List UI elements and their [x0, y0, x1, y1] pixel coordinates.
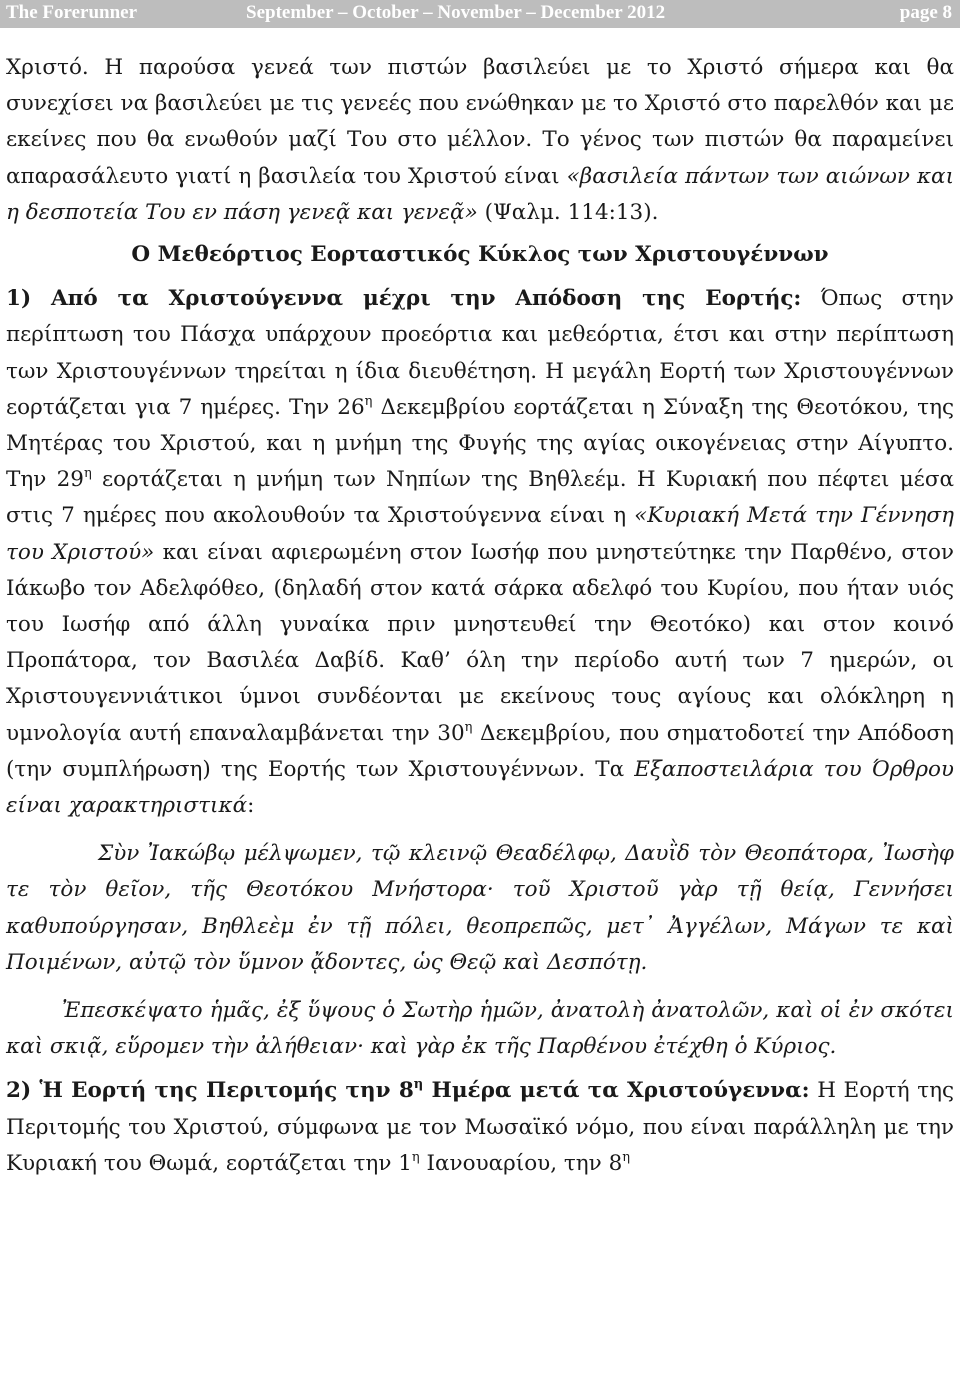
page-number: page 8 — [899, 2, 952, 23]
section-2-paragraph: 2) Ἡ Εορτή της Περιτομής την $8^\eta$ Ημέρα μετά τα Χριστούγεννα: Η Εορτή της Περιτομής του Χριστού, σύμφωνα με τον Μωσαϊκό νόμο, που είναι παράλληλη με την Κυριακή του Θωμά, εορτάζεται την $1^\eta$ Ιανουαρίου, την $8^\eta$ — [6, 1077, 955, 1176]
issue-date: September – October – November – December 2012 — [246, 2, 666, 23]
page-header — [0, 0, 960, 28]
hymn-exaposteilarion-2: Ἐπεσκέψατο ἡμᾶς, ἐξ ὕψους ὁ Σωτὴρ ἡμῶν, ἀνατολὴ ἀνατολῶν, καὶ οἱ ἐν σκότει καὶ σκιᾷ, εὕρομεν τὴν ἀλήθειαν· καὶ γὰρ ἐκ τῆς Παρθένου ἐτέχθη ὁ Κύριος. — [6, 998, 954, 1060]
section-1-heading: 1) Από τα Χριστούγεννα μέχρι την Απόδοση της Εορτής: — [6, 286, 802, 312]
psalm-quote: «βασιλεία πάντων των αιώνων και η δεσποτεία Του εν πάση γενεᾷ και γενεᾷ» — [6, 163, 954, 225]
hymn-exaposteilarion-1: Σὺν Ἰακώβῳ μέλψωμεν, τῷ κλεινῷ Θεαδέλφῳ, Δαυῒδ τὸν Θεοπάτορα, Ἰωσὴφ τε τὸν θεῖον, τῆς Θεοτόκου Μνήστορα· τοῦ Χριστοῦ γὰρ τῇ θείᾳ, Γεννήσει καθυπούργησαν, Βηθλεὲμ ἐν τῇ πόλει, θεοπρεπῶς, μετ᾽ Ἀγγέλων, Μάγων τε καὶ Ποιμένων, αὐτῷ τὸν ὕμνον ᾄδοντες, ὡς Θεῷ καὶ Δεσπότῃ. — [6, 841, 954, 975]
intro-paragraph: Χριστό. Η παρούσα γενεά των πιστών βασιλεύει με το Χριστό σήμερα και θα συνεχίσει να βασιλεύει με τις γενεές που ενώθηκαν με το Χριστό στο παρελθόν και με εκείνες που θα ενωθούν μαζί Του στο μέλλον. Το γένος των πιστών θα παραμείνει απαρασάλευτο γιατί η βασιλεία του Χριστού είναι «βασιλεία πάντων των αιώνων και η δεσποτεία Του εν πάση γενεᾷ και γενεᾷ» (Ψαλμ. 114:13). — [6, 55, 954, 225]
article-body — [6, 50, 954, 1182]
section-2-heading: 2) Ἡ Εορτή της Περιτομής την $8^\eta$ Ημέρα μετά τα Χριστούγεννα: — [6, 1077, 810, 1104]
section-1-paragraph: 1) Από τα Χριστούγεννα μέχρι την Απόδοση της Εορτής: Όπως στην περίπτωση του Πάσχα υπάρχουν προεόρτια και μεθεόρτια, έτσι και στην περίπτωση των Χριστουγέννων τηρείται η ίδια διευθέτηση. Η μεγάλη Εορτή των Χριστουγέννων εορτάζεται για 7 ημέρες. Την $26^\eta$ Δεκεμβρίου εορτάζεται η Σύναξη της Θεοτόκου, της Μητέρας του Χριστού, και η μνήμη της Φυγής της αγίας οικογένειας στην Αίγυπτο. Την $29^\eta$ εορτάζεται η μνήμη των Νηπίων της Βηθλεέμ. Η Κυριακή που πέφτει μέσα στις 7 ημέρες που ακολουθούν τα Χριστούγεννα είναι η «Κυριακή Μετά την Γέννηση του Χριστού» και είναι αφιερωμένη στον Ιωσήφ που μνηστεύτηκε την Παρθένο, στον Ιάκωβο τον Αδελφόθεο, (δηλαδή στον κατά σάρκα αδελφό του Κυρίου, που ήταν υιός του Ιωσήφ από άλλη γυναίκα πριν μνηστευθεί την Θεοτόκο) και στον κοινό Προπάτορα, τον Βασιλέα Δαβίδ. Καθ’ όλη την περίοδο αυτή των 7 ημερών, οι Χριστουγεννιάτικοι ύμνοι συνδέονται με εκείνους τους αγίους και ολόκληρη η υμνολογία αυτή επαναλαμβάνεται την $30^\eta$ Δεκεμβρίου, που σηματοδοτεί την Απόδοση (την συμπλήρωση) της Εορτής των Χριστουγέννων. Τα Εξαποστειλάρια του Όρθρου είναι χαρακτηριστικά: — [6, 286, 955, 819]
section-title: Ο Μεθεόρτιος Εορταστικός Κύκλος των Χριστουγέννων — [131, 242, 829, 268]
publication-title: The Forerunner — [6, 2, 138, 23]
